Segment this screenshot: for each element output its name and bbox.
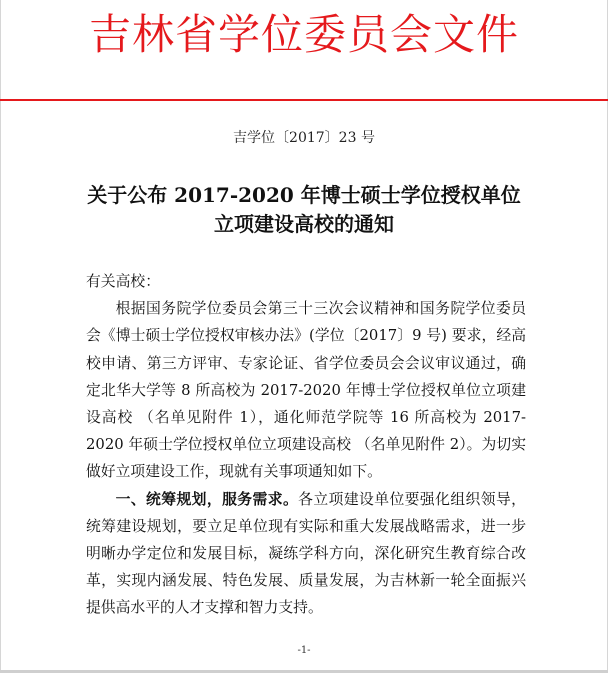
document-number: 吉学位〔2017〕23 号 (233, 130, 375, 146)
section-1-heading: 一、统筹规划，服务需求。 (115, 490, 299, 508)
page-number: -1- (297, 645, 311, 656)
header-red-rule (0, 99, 608, 101)
notice-body (86, 268, 526, 622)
notice-title (0, 181, 608, 239)
notice-title-line-2: 立项建设高校的通知 (214, 212, 394, 236)
salutation: 有关高校： (86, 273, 160, 290)
document-header-title: 吉林省学位委员会文件 (88, 10, 519, 59)
notice-title-line-1: 关于公布 2017-2020 年博士硕士学位授权单位 (87, 183, 521, 207)
section-1-text: 各立项建设单位要强化组织领导，统筹建设规划，要立足单位现有实际和重大发展战略需求，进一步明晰办学定位和发展目标，凝练学科方向，深化研究生教育综合改革，实现内涵发展、特色发展、质量发展，为吉林新一轮全面振兴提供高水平的人才支撑和智力支持。 (86, 490, 526, 617)
paragraph-1: 根据国务院学位委员会第三十三次会议精神和国务院学位委员会《博士硕士学位授权审核办法》(学位〔2017〕9 号) 要求，经高校申请、第三方评审、专家论证、省学位委员会会议审议通过，确定北华大学等 8 所高校为 2017-2020 年博士学位授权单位立项建设高校 （名单见附件 1），通化师范学院等 16 所高校为 2017-2020 年硕士学位授权单位立项建设高校 （名单见附件 2）。为切实做好立项建设工作，现就有关事项通知如下。 (86, 300, 526, 481)
section-1 (86, 486, 526, 622)
